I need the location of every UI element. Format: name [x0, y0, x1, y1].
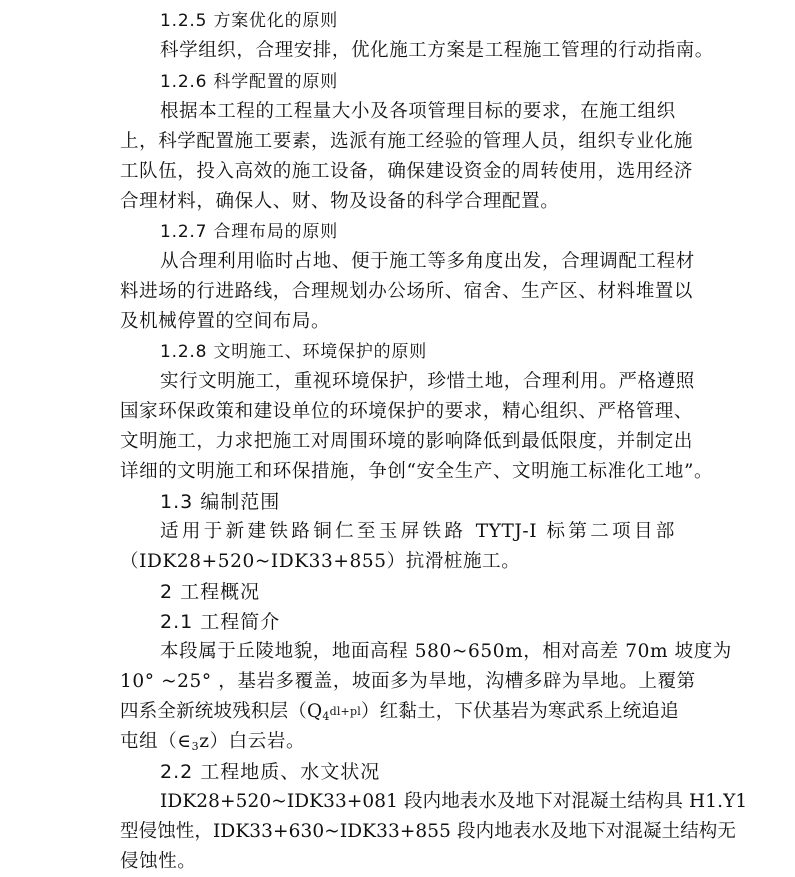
paragraph-line: 根据本工程的工程量大小及各项管理目标的要求，在施工组织 — [160, 101, 676, 122]
heading-1-2-5: 1.2.5 方案优化的原则 — [160, 11, 339, 31]
heading-1-3: 1.3 编制范围 — [160, 491, 281, 513]
heading-2: 2 工程概况 — [160, 581, 261, 603]
heading-1-2-7: 1.2.7 合理布局的原则 — [160, 222, 339, 242]
paragraph-line — [120, 729, 305, 755]
text-run: z）白云岩。 — [199, 731, 306, 752]
paragraph-line: （IDK28+520~IDK33+855）抗滑桩施工。 — [120, 551, 521, 572]
subscript: 3 — [191, 740, 200, 753]
paragraph-line: 10° ~25° ，基岩多覆盖，坡面多为旱地，沟槽多辟为旱地。上覆第 — [120, 671, 696, 692]
paragraph-line — [120, 699, 679, 725]
text-run: 屯组（∈ — [120, 731, 192, 752]
paragraph-line: 型侵蚀性，IDK33+630~IDK33+855 段内地表水及地下对混凝土结构无 — [120, 821, 737, 842]
paragraph-line: 从合理利用临时占地、便于施工等多角度出发，合理调配工程材 — [160, 251, 695, 272]
paragraph-line: 适用于新建铁路铜仁至玉屏铁路 TYTJ-I 标第二项目部 — [160, 521, 675, 542]
heading-2-1: 2.1 工程简介 — [160, 611, 281, 633]
paragraph-line: 科学组织，合理安排，优化施工方案是工程施工管理的行动指南。 — [160, 40, 714, 61]
heading-1-2-8: 1.2.8 文明施工、环境保护的原则 — [160, 342, 428, 362]
paragraph-line: 合理材料，确保人、财、物及设备的科学合理配置。 — [120, 191, 560, 212]
paragraph-line: 详细的文明施工和环保措施，争创“安全生产、文明施工标准化工地”。 — [120, 461, 714, 482]
subscript: 4 — [322, 710, 330, 723]
paragraph-line: IDK28+520~IDK33+081 段内地表水及地下对混凝土结构具 H1.Y1 — [160, 791, 748, 812]
paragraph-line: 料进场的行进路线，合理规划办公场所、宿舍、生产区、材料堆置以 — [120, 281, 694, 302]
paragraph-line: 上，科学配置施工要素，选派有施工经验的管理人员，组织专业化施 — [120, 131, 694, 152]
text-run: 四系全新统坡残积层（Q — [120, 701, 323, 722]
heading-2-2: 2.2 工程地质、水文状况 — [160, 761, 381, 783]
paragraph-line: 及机械停置的空间布局。 — [120, 311, 331, 332]
text-run: ）红黏土，下伏基岩为寒武系上统追追 — [360, 701, 679, 722]
paragraph-line: 实行文明施工，重视环境保护，珍惜土地，合理利用。严格遵照 — [160, 371, 695, 392]
paragraph-line: 文明施工，力求把施工对周围环境的影响降低到最低限度，并制定出 — [120, 431, 694, 452]
paragraph-line: 国家环保政策和建设单位的环境保护的要求，精心组织、严格管理、 — [120, 401, 694, 422]
paragraph-line: 工队伍，投入高效的施工设备，确保建设资金的周转使用，选用经济 — [120, 161, 694, 182]
paragraph-line: 本段属于丘陵地貌，地面高程 580~650m，相对高差 70m 坡度为 — [160, 641, 732, 662]
superscript: dl+pl — [329, 705, 361, 718]
heading-1-2-6: 1.2.6 科学配置的原则 — [160, 72, 339, 92]
paragraph-line: 侵蚀性。 — [120, 851, 197, 872]
